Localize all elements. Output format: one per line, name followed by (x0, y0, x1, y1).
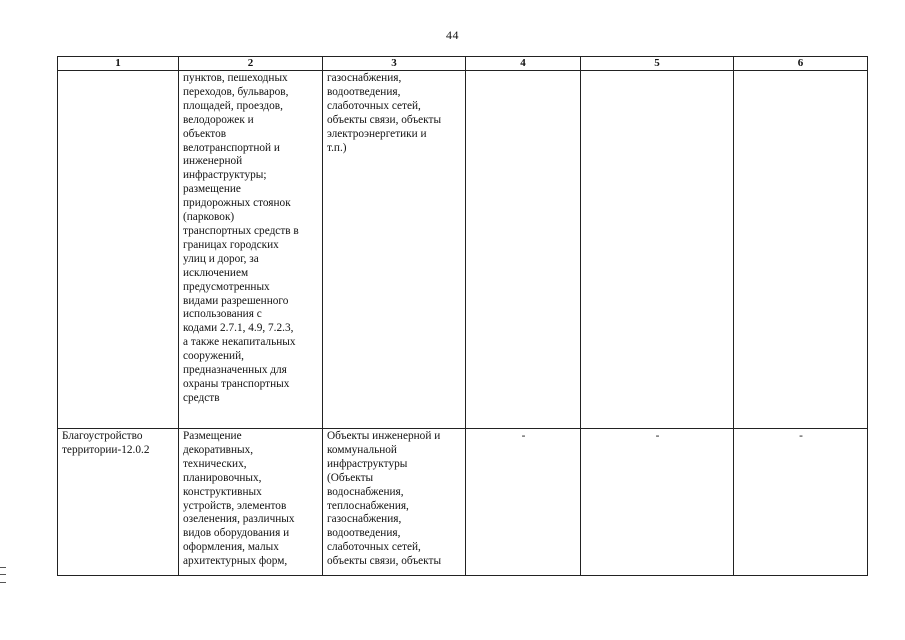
cell-text-line: Размещение (183, 430, 242, 442)
cell-text-line: оформления, малых (183, 541, 279, 554)
cell-text-line: устройств, элементов (183, 499, 287, 512)
cell-text-line: планировочных, (183, 471, 262, 484)
page-number: 44 (446, 28, 459, 42)
cell-col5 (581, 71, 734, 429)
column-header-5: 5 (581, 57, 734, 71)
cell-use-type (58, 429, 179, 576)
cell-text-line: транспортных средств в (183, 224, 299, 237)
cell-text-line: исключением (183, 266, 249, 279)
cell-text-line: видами разрешенного (183, 294, 289, 307)
cell-text-line: переходов, бульваров, (183, 85, 289, 98)
cell-col5: - (581, 429, 734, 576)
cell-text-line: границах городских (183, 238, 279, 251)
cell-text-line: видов оборудования и (183, 527, 290, 540)
cell-text-line: инфраструктуры (327, 457, 408, 470)
cell-text-line: объекты связи, объекты (327, 113, 442, 126)
column-header-4: 4 (466, 57, 581, 71)
cell-text-line: предназначенных для (183, 364, 287, 377)
cell-col4 (466, 71, 581, 429)
zoning-table (57, 56, 868, 576)
cell-text-line: озеленения, различных (183, 513, 295, 526)
column-header-6: 6 (734, 57, 868, 71)
cell-text-line: газоснабжения, (327, 72, 402, 84)
cell-text-line: водоотведения, (327, 85, 401, 98)
cell-text-line: архитектурных форм, (183, 555, 288, 568)
cell-text-line: (Объекты (327, 471, 374, 484)
cell-text-line: кодами 2.7.1, 4.9, 7.2.3, (183, 322, 294, 335)
cell-text-line: Благоустройство (62, 430, 143, 442)
cell-text-line: велодорожек и (183, 113, 254, 126)
cell-text-line: а также некапитальных (183, 336, 296, 349)
cell-use-description (179, 429, 323, 576)
cell-text-line: слаботочных сетей, (327, 99, 421, 112)
cell-text-line: коммунальной (327, 443, 397, 456)
cell-use-description (179, 71, 323, 429)
cell-text-line: (парковок) (183, 211, 235, 224)
cell-text-line: улиц и дорог, за (183, 252, 259, 265)
cell-text-line: теплоснабжения, (327, 499, 409, 512)
cell-text-line: декоративных, (183, 443, 254, 456)
cell-text-line: объекты связи, объекты (327, 555, 442, 568)
cell-text-line: использования с (183, 308, 262, 321)
cell-text-line: инженерной (183, 155, 243, 168)
cell-text-line: придорожных стоянок (183, 197, 291, 210)
cell-text-line: площадей, проездов, (183, 99, 283, 112)
cell-col4: - (466, 429, 581, 576)
cell-text-line: территории-12.0.2 (62, 443, 150, 456)
cell-text-line: водоотведения, (327, 527, 401, 540)
cell-text-line: объектов (183, 127, 227, 140)
column-header-1: 1 (58, 57, 179, 71)
cell-use-type (58, 71, 179, 429)
cell-text-line: слаботочных сетей, (327, 541, 421, 554)
cell-text-line: средств (183, 391, 220, 404)
cell-text-line: предусмотренных (183, 280, 270, 293)
cell-text-line: велотранспортной и (183, 141, 280, 154)
cell-text-line: технических, (183, 457, 247, 470)
cell-text-line: сооружений, (183, 350, 244, 363)
binding-margin-mark (0, 567, 6, 583)
cell-text-line: инфраструктуры; (183, 169, 267, 182)
cell-text-line: Объекты инженерной и (327, 430, 441, 442)
column-header-3: 3 (323, 57, 466, 71)
cell-text-line: пунктов, пешеходных (183, 72, 288, 84)
cell-text-line: газоснабжения, (327, 513, 402, 526)
table-header-row (58, 57, 868, 71)
cell-col6 (734, 71, 868, 429)
cell-text-line: размещение (183, 183, 241, 196)
table-row (58, 71, 868, 429)
cell-text-line: охраны транспортных (183, 377, 290, 390)
cell-permitted-objects (323, 71, 466, 429)
table-row (58, 429, 868, 576)
cell-text-line: т.п.) (327, 141, 347, 154)
cell-text-line: конструктивных (183, 485, 262, 498)
column-header-2: 2 (179, 57, 323, 71)
cell-text-line: электроэнергетики и (327, 127, 427, 140)
cell-col6: - (734, 429, 868, 576)
cell-permitted-objects (323, 429, 466, 576)
cell-text-line: водоснабжения, (327, 485, 404, 498)
